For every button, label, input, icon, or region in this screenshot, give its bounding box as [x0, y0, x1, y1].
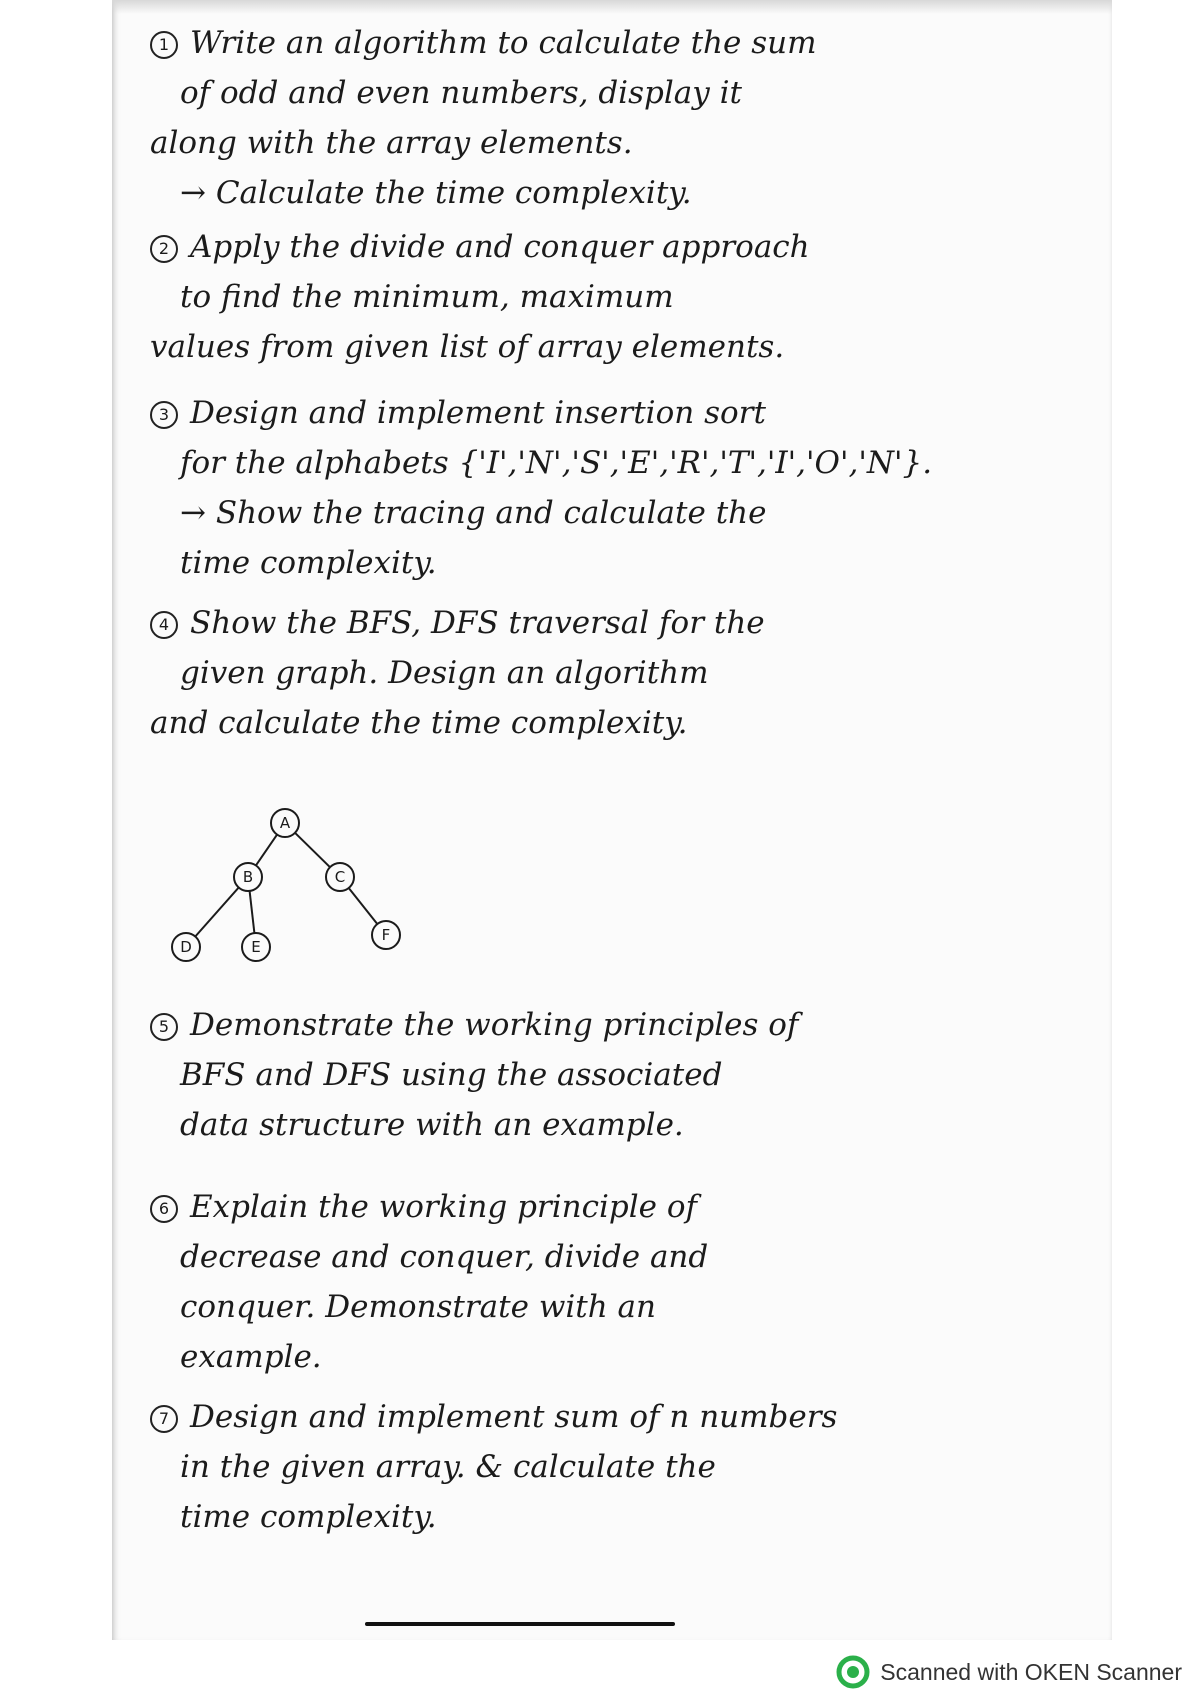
question-text-line: time complexity. — [180, 545, 437, 581]
question-text-line: Show the BFS, DFS traversal for the — [190, 605, 765, 641]
question-text-line: Design and implement insertion sort — [190, 395, 766, 431]
question-text-line: given graph. Design an algorithm — [180, 655, 709, 691]
graph-node-label: E — [251, 938, 261, 956]
scanner-watermark-text: Scanned with OKEN Scanner — [880, 1658, 1182, 1685]
graph-diagram — [160, 805, 460, 995]
graph-svg — [160, 805, 460, 995]
question-6 — [150, 1182, 1050, 1382]
question-number-badge: 3 — [150, 401, 178, 429]
question-text-line: of odd and even numbers, display it — [180, 75, 742, 111]
question-number-badge: 5 — [150, 1013, 178, 1041]
graph-node-label: F — [381, 926, 391, 944]
graph-edge-A-C — [295, 833, 330, 867]
question-text-line: example. — [180, 1339, 322, 1375]
question-number-badge: 2 — [150, 235, 178, 263]
question-text-line: along with the array elements. — [150, 125, 633, 161]
graph-edge-A-B — [256, 835, 277, 866]
question-text-line: Apply the divide and conquer approach — [190, 229, 810, 265]
question-text-line: Design and implement sum of n numbers — [190, 1399, 838, 1435]
question-7 — [150, 1392, 1050, 1542]
question-number-badge: 1 — [150, 31, 178, 59]
question-5 — [150, 1000, 1050, 1150]
question-2 — [150, 222, 1050, 372]
oken-scanner-logo-icon — [836, 1655, 870, 1689]
graph-node-B — [234, 863, 262, 891]
question-text-line: to find the minimum, maximum — [180, 279, 674, 315]
question-text-line: Explain the working principle of — [190, 1189, 698, 1225]
question-text-line: for the alphabets {'I','N','S','E','R','T','I','O','N'}. — [180, 445, 933, 481]
question-text-line: decrease and conquer, divide and — [180, 1239, 709, 1275]
graph-edge-B-E — [250, 891, 255, 933]
question-text-line: and calculate the time complexity. — [150, 705, 688, 741]
graph-edge-C-F — [349, 888, 378, 924]
question-text-line: → Calculate the time complexity. — [180, 175, 692, 211]
graph-node-label: B — [242, 868, 254, 886]
question-number-badge: 6 — [150, 1195, 178, 1223]
graph-node-label: C — [334, 868, 346, 886]
graph-node-C — [326, 863, 354, 891]
question-3 — [150, 388, 1050, 588]
graph-node-label: A — [279, 814, 291, 832]
question-text-line: Demonstrate the working principles of — [190, 1007, 799, 1043]
question-text-line: time complexity. — [180, 1499, 437, 1535]
graph-node-A — [271, 809, 299, 837]
page-top-shadow — [112, 0, 1112, 14]
question-number-badge: 4 — [150, 611, 178, 639]
graph-node-D — [172, 933, 200, 961]
question-text-line: data structure with an example. — [180, 1107, 684, 1143]
question-text-line: Write an algorithm to calculate the sum — [190, 25, 817, 61]
question-text-line: in the given array. & calculate the — [180, 1449, 716, 1485]
question-text-line: conquer. Demonstrate with an — [180, 1289, 656, 1325]
graph-edge-B-D — [195, 887, 238, 936]
pen-stroke-divider — [365, 1622, 675, 1626]
question-4 — [150, 598, 1050, 748]
question-text-line: values from given list of array elements. — [150, 329, 785, 365]
question-number-badge: 7 — [150, 1405, 178, 1433]
scanner-watermark — [836, 1654, 1182, 1690]
graph-node-E — [242, 933, 270, 961]
graph-node-F — [372, 921, 400, 949]
question-text-line: BFS and DFS using the associated — [180, 1057, 723, 1093]
question-text-line: → Show the tracing and calculate the — [180, 495, 767, 531]
question-1 — [150, 18, 1050, 218]
graph-node-label: D — [180, 938, 192, 956]
